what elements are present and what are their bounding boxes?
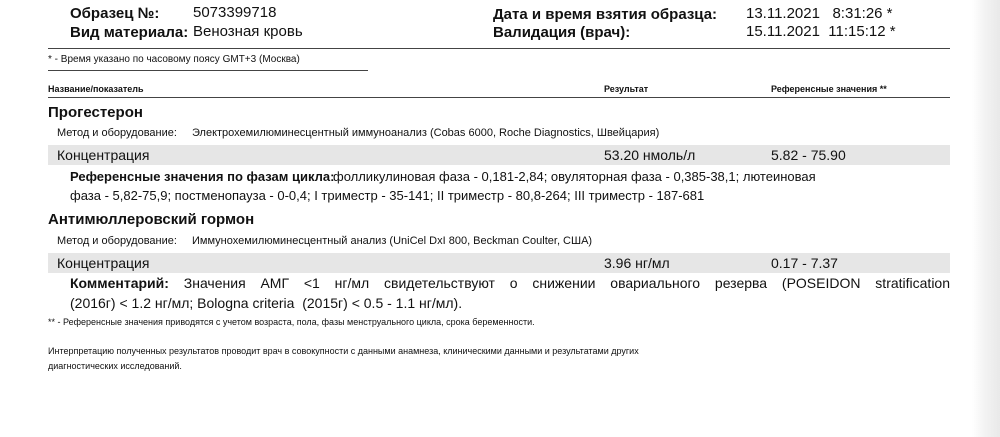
header-divider bbox=[48, 48, 950, 49]
validation-value: 15.11.2021 11:15:12 * bbox=[746, 23, 896, 40]
comment-text: Значения АМГ <1 нг/мл свидетельствуют о снижении овариального резерва (POSEIDON stratification bbox=[183, 275, 950, 291]
result-value: 53.20 нмоль/л bbox=[604, 147, 696, 163]
phase-note-label: Референсные значения по фазам цикла: bbox=[70, 169, 335, 184]
test-title-progesterone: Прогестерон bbox=[48, 104, 143, 121]
interpretation-line2: диагностических исследований. bbox=[48, 361, 182, 371]
comment-line1 bbox=[70, 275, 950, 291]
method-value: Электрохемилюминесцентный иммуноанализ (Cobas 6000, Roche Diagnostics, Швейцария) bbox=[192, 127, 660, 139]
sample-datetime-value: 13.11.2021 8:31:26 * bbox=[746, 5, 893, 22]
result-value: 3.96 нг/мл bbox=[604, 255, 670, 271]
column-result-header: Результат bbox=[604, 84, 649, 94]
material-value: Венозная кровь bbox=[193, 23, 303, 40]
method-value: Иммунохемилюминесцентный анализ (UniCel DxI 800, Beckman Coulter, США) bbox=[192, 235, 593, 247]
param-label: Концентрация bbox=[57, 147, 150, 163]
page-edge-shadow bbox=[972, 0, 1000, 437]
method-label: Метод и оборудование: bbox=[57, 127, 177, 139]
sample-number-value: 5073399718 bbox=[193, 4, 277, 21]
column-header-divider bbox=[48, 97, 950, 98]
sample-datetime-label: Дата и время взятия образца: bbox=[493, 6, 718, 23]
material-label: Вид материала: bbox=[70, 24, 189, 41]
reference-value: 0.17 - 7.37 bbox=[771, 255, 838, 271]
reference-value: 5.82 - 75.90 bbox=[771, 147, 846, 163]
column-name-header: Название/показатель bbox=[48, 84, 144, 94]
sample-number-label: Образец №: bbox=[70, 5, 160, 22]
comment-line2: (2016г) < 1.2 нг/мл; Bologna criteria (2015г) < 0.5 - 1.1 нг/мл). bbox=[70, 295, 463, 311]
column-reference-header: Референсные значения ** bbox=[771, 84, 887, 94]
timezone-note-underline bbox=[48, 70, 368, 71]
param-label: Концентрация bbox=[57, 255, 150, 271]
validation-label: Валидация (врач): bbox=[493, 24, 631, 41]
comment-label: Комментарий: bbox=[70, 275, 169, 291]
timezone-note: * - Время указано по часовому поясу GMT+3 (Москва) bbox=[48, 54, 300, 65]
interpretation-line1: Интерпретацию полученных результатов проводит врач в совокупности с данными анамнеза, клиническими данными и результатами других bbox=[48, 346, 639, 356]
phase-note-line2: фаза - 5,82-75,9; постменопауза - 0-0,4; I триместр - 35-141; II триместр - 80,8-264; III триместр - 187-681 bbox=[70, 188, 705, 203]
phase-note-line1: фолликулиновая фаза - 0,181-2,84; овуляторная фаза - 0,385-38,1; лютеиновая bbox=[333, 169, 816, 184]
method-label: Метод и оборудование: bbox=[57, 235, 177, 247]
reference-footnote: ** - Референсные значения приводятся с учетом возраста, пола, фазы менструального цикла, срока беременности. bbox=[48, 317, 535, 327]
test-title-amh: Антимюллеровский гормон bbox=[48, 211, 255, 228]
